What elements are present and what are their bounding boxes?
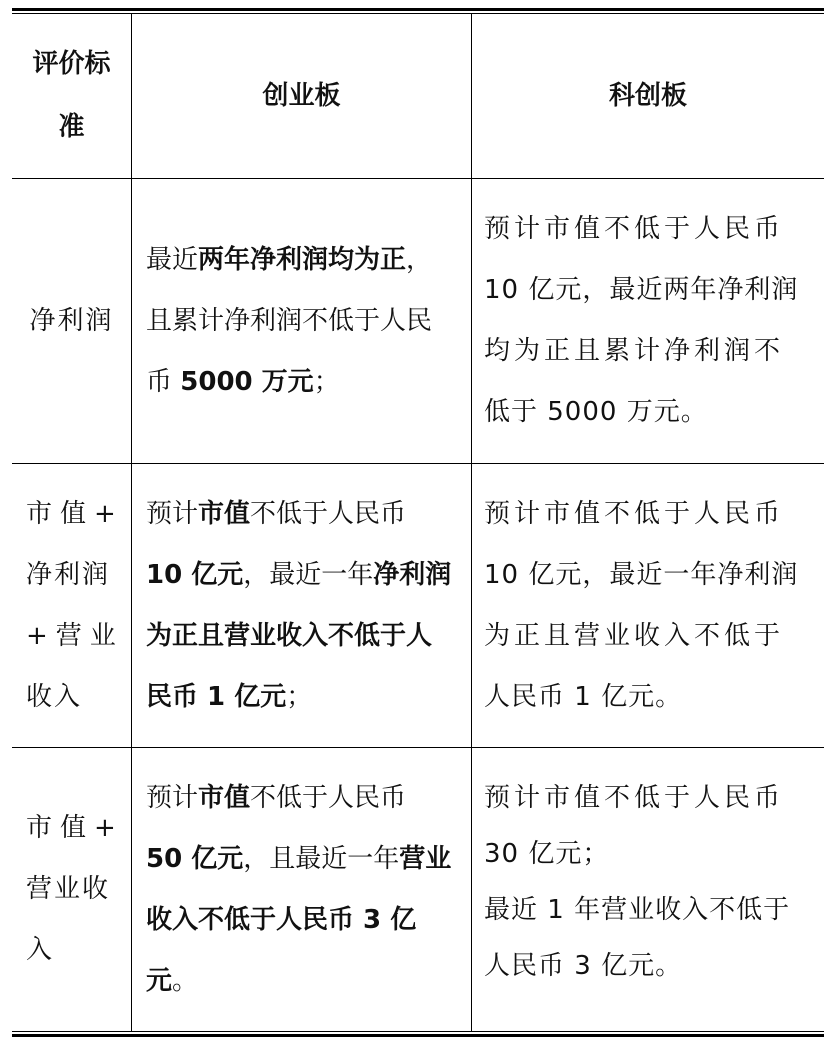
table-bottom-rule-inner — [12, 1031, 824, 1032]
table-top-rule — [12, 8, 824, 11]
row1-criterion: 净利润 — [29, 305, 114, 336]
row3-criterion-line1: 市值+ — [26, 813, 124, 843]
header-criterion-cell — [12, 14, 131, 178]
row2-chinext-line3: 为正且营业收入不低于人 — [146, 620, 433, 651]
row3-criterion — [26, 798, 124, 981]
row1-star-line3: 均为正且累计净利润不 — [484, 336, 785, 366]
row3-chinext-cell — [146, 748, 468, 1031]
row3-criterion-line2: 营业收 — [26, 874, 111, 904]
row1-star-line1: 预计市值不低于人民币 — [484, 214, 785, 244]
header-chinext-cell — [132, 14, 471, 178]
row2-chinext-line4: 民币 1 亿元； — [146, 681, 313, 712]
row2-criterion-line1: 市值+ — [26, 498, 124, 529]
row2-chinext-text — [146, 484, 451, 728]
row1-star-text — [484, 199, 798, 443]
row3-chinext-line4: 元。 — [146, 965, 199, 996]
row1-criterion-cell — [12, 179, 131, 463]
row2-criterion-line4: 收入 — [26, 681, 83, 712]
row3-star-text — [484, 770, 790, 994]
row1-chinext-line2: 且累计净利润不低于人民 — [146, 305, 433, 336]
row2-chinext-line2: 10 亿元，最近一年净利润 — [146, 559, 452, 590]
row1-chinext-cell — [146, 179, 468, 463]
row3-star-line4: 人民币 3 亿元。 — [484, 951, 683, 981]
row2-chinext-cell — [146, 464, 468, 747]
row3-criterion-line3: 入 — [26, 935, 55, 965]
table-bottom-rule — [12, 1034, 824, 1037]
row3-chinext-line1: 预计市值不低于人民币 — [146, 782, 407, 813]
row3-star-cell — [484, 748, 820, 1031]
row1-chinext-line1: 最近两年净利润均为正， — [146, 244, 433, 275]
header-criterion-line2: 准 — [58, 112, 85, 142]
row3-chinext-text — [146, 768, 451, 1012]
row1-star-line4: 低于 5000 万元。 — [484, 397, 708, 427]
row3-star-line2: 30 亿元； — [484, 839, 610, 869]
header-criterion-line1: 评价标 — [32, 49, 111, 79]
row2-star-line2: 10 亿元，最近一年净利润 — [484, 559, 799, 590]
row2-star-line4: 人民币 1 亿元。 — [484, 681, 683, 712]
row2-star-line1: 预计市值不低于人民币 — [484, 498, 785, 529]
row2-star-line3: 为正且营业收入不低于 — [484, 620, 785, 651]
row3-chinext-line3: 收入不低于人民币 3 亿 — [146, 904, 417, 935]
row2-chinext-line1: 预计市值不低于人民币 — [146, 498, 407, 529]
row3-criterion-cell — [26, 748, 131, 1031]
row1-chinext-line3: 币 5000 万元； — [146, 366, 340, 397]
row3-star-line1: 预计市值不低于人民币 — [484, 783, 785, 813]
row2-criterion — [26, 484, 124, 728]
row1-star-cell — [484, 179, 820, 463]
row3-chinext-line2: 50 亿元，且最近一年营业 — [146, 843, 452, 874]
header-star-cell — [472, 14, 824, 178]
header-chinext: 创业板 — [262, 80, 341, 111]
row1-chinext-text — [146, 230, 432, 413]
row2-star-cell — [484, 464, 820, 747]
row2-criterion-line2: 净利润 — [26, 559, 111, 590]
header-star-market: 科创板 — [608, 80, 687, 111]
row1-star-line2: 10 亿元，最近两年净利润 — [484, 275, 799, 305]
row2-star-text — [484, 484, 798, 728]
row3-star-line3: 最近 1 年营业收入不低于 — [484, 895, 791, 925]
row2-criterion-line3: +营业 — [26, 620, 124, 651]
row2-criterion-cell — [26, 464, 131, 747]
